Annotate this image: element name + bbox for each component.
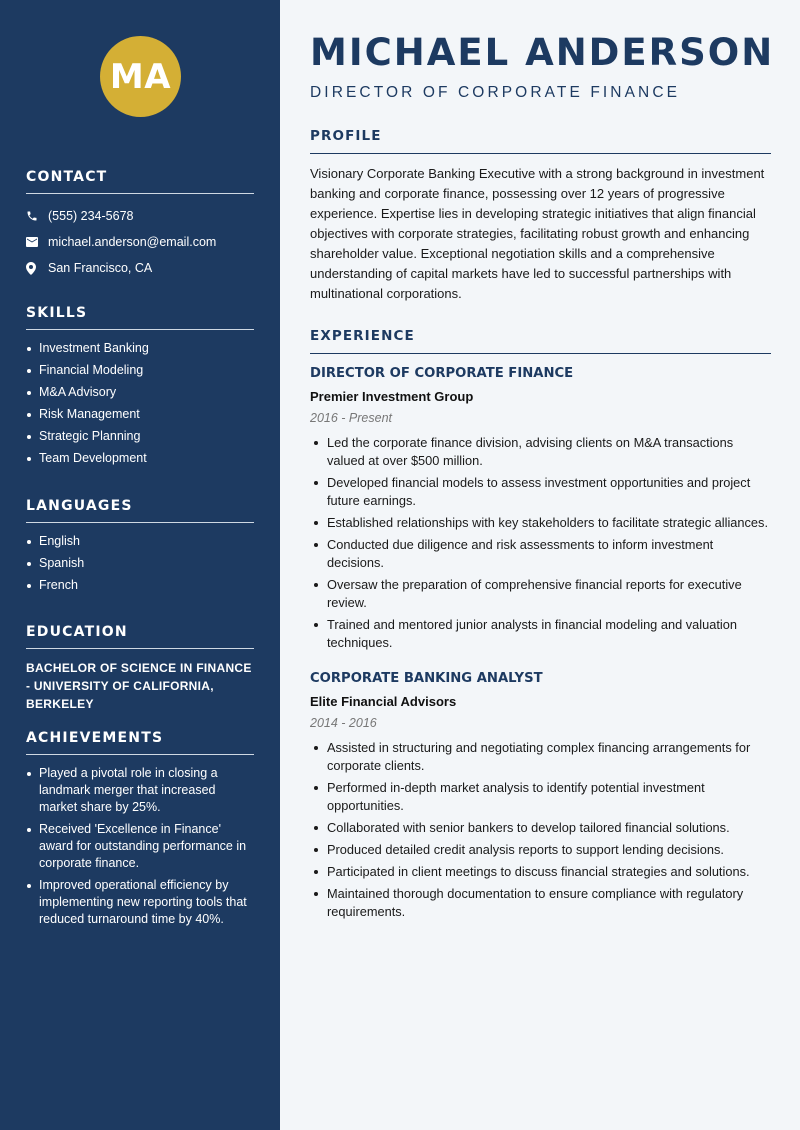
skills-list <box>26 340 254 467</box>
experience-heading: EXPERIENCE <box>310 328 771 354</box>
job-company: Premier Investment Group <box>310 389 474 404</box>
contact-heading: CONTACT <box>26 169 254 194</box>
contact-location <box>26 255 254 281</box>
job-bullet: Collaborated with senior bankers to develop tailored financial solutions. <box>310 819 771 837</box>
job-bullet: Conducted due diligence and risk assessments to inform investment decisions. <box>310 536 771 572</box>
profile-text: Visionary Corporate Banking Executive with a strong background in investment banking and corporate finance, possessing over 12 years of progressive experience. Expertise lies in developing strategic initiatives that align financial objectives with corporate strategies, facilitating robust growth and enhancing shareholder value. Exceptional negotiation skills and a comprehensive understanding of capital markets have led to successful partnerships with multinational corporations. <box>310 166 765 301</box>
job-bullet: Developed financial models to assess investment opportunities and project future earnings. <box>310 474 771 510</box>
contact-section <box>26 169 254 281</box>
job-bullet: Established relationships with key stakeholders to facilitate strategic alliances. <box>310 514 771 532</box>
achievements-list <box>26 765 254 928</box>
phone-text: (555) 234-5678 <box>48 209 134 223</box>
job-entry <box>310 671 771 925</box>
job-company: Elite Financial Advisors <box>310 694 457 709</box>
job-bullet: Assisted in structuring and negotiating complex financing arrangements for corporate clients. <box>310 739 771 775</box>
job-role: CORPORATE BANKING ANALYST <box>310 671 543 686</box>
job-bullet: Maintained thorough documentation to ensure compliance with regulatory requirements. <box>310 885 771 921</box>
profile-heading: PROFILE <box>310 128 771 154</box>
skills-heading: SKILLS <box>26 305 254 330</box>
contact-phone <box>26 203 254 229</box>
email-text: michael.anderson@email.com <box>48 235 217 249</box>
job-entry <box>310 366 771 656</box>
job-bullet: Trained and mentored junior analysts in financial modeling and valuation techniques. <box>310 616 771 652</box>
skill-item: M&A Advisory <box>26 384 254 401</box>
language-item: French <box>26 577 254 594</box>
language-item: English <box>26 533 254 550</box>
job-bullet: Led the corporate finance division, advising clients on M&A transactions valued at over $500 million. <box>310 434 771 470</box>
location-pin-icon <box>26 262 48 275</box>
education-section <box>26 624 254 713</box>
achievement-item: Improved operational efficiency by implementing new reporting tools that reduced turnaround time by 40%. <box>26 877 254 928</box>
education-degree: BACHELOR OF SCIENCE IN FINANCE - UNIVERSITY OF CALIFORNIA, BERKELEY <box>26 661 252 711</box>
phone-icon <box>26 210 48 222</box>
achievement-item: Received 'Excellence in Finance' award for outstanding performance in corporate finance. <box>26 821 254 872</box>
skills-section <box>26 305 254 472</box>
languages-heading: LANGUAGES <box>26 498 254 523</box>
skill-item: Investment Banking <box>26 340 254 357</box>
person-name: MICHAEL ANDERSON <box>310 31 775 74</box>
job-bullet: Performed in-depth market analysis to identify potential investment opportunities. <box>310 779 771 815</box>
job-dates: 2016 - Present <box>310 411 392 425</box>
achievements-heading: ACHIEVEMENTS <box>26 730 254 755</box>
job-bullet-list <box>310 739 771 921</box>
job-dates: 2014 - 2016 <box>310 716 377 730</box>
languages-list <box>26 533 254 594</box>
job-bullet: Participated in client meetings to discuss financial strategies and solutions. <box>310 863 771 881</box>
job-bullet-list <box>310 434 771 652</box>
contact-email <box>26 229 254 255</box>
sidebar <box>0 0 280 1130</box>
skill-item: Team Development <box>26 450 254 467</box>
skill-item: Financial Modeling <box>26 362 254 379</box>
job-bullet: Oversaw the preparation of comprehensive financial reports for executive review. <box>310 576 771 612</box>
skill-item: Strategic Planning <box>26 428 254 445</box>
skill-item: Risk Management <box>26 406 254 423</box>
job-role: DIRECTOR OF CORPORATE FINANCE <box>310 366 574 381</box>
achievements-section <box>26 730 254 933</box>
location-text: San Francisco, CA <box>48 261 153 275</box>
languages-section <box>26 498 254 599</box>
achievement-item: Played a pivotal role in closing a landmark merger that increased market share by 25%. <box>26 765 254 816</box>
language-item: Spanish <box>26 555 254 572</box>
avatar: MA <box>100 36 181 117</box>
person-title: DIRECTOR OF CORPORATE FINANCE <box>310 84 681 101</box>
job-bullet: Produced detailed credit analysis reports to support lending decisions. <box>310 841 771 859</box>
education-heading: EDUCATION <box>26 624 254 649</box>
email-icon <box>26 237 48 247</box>
